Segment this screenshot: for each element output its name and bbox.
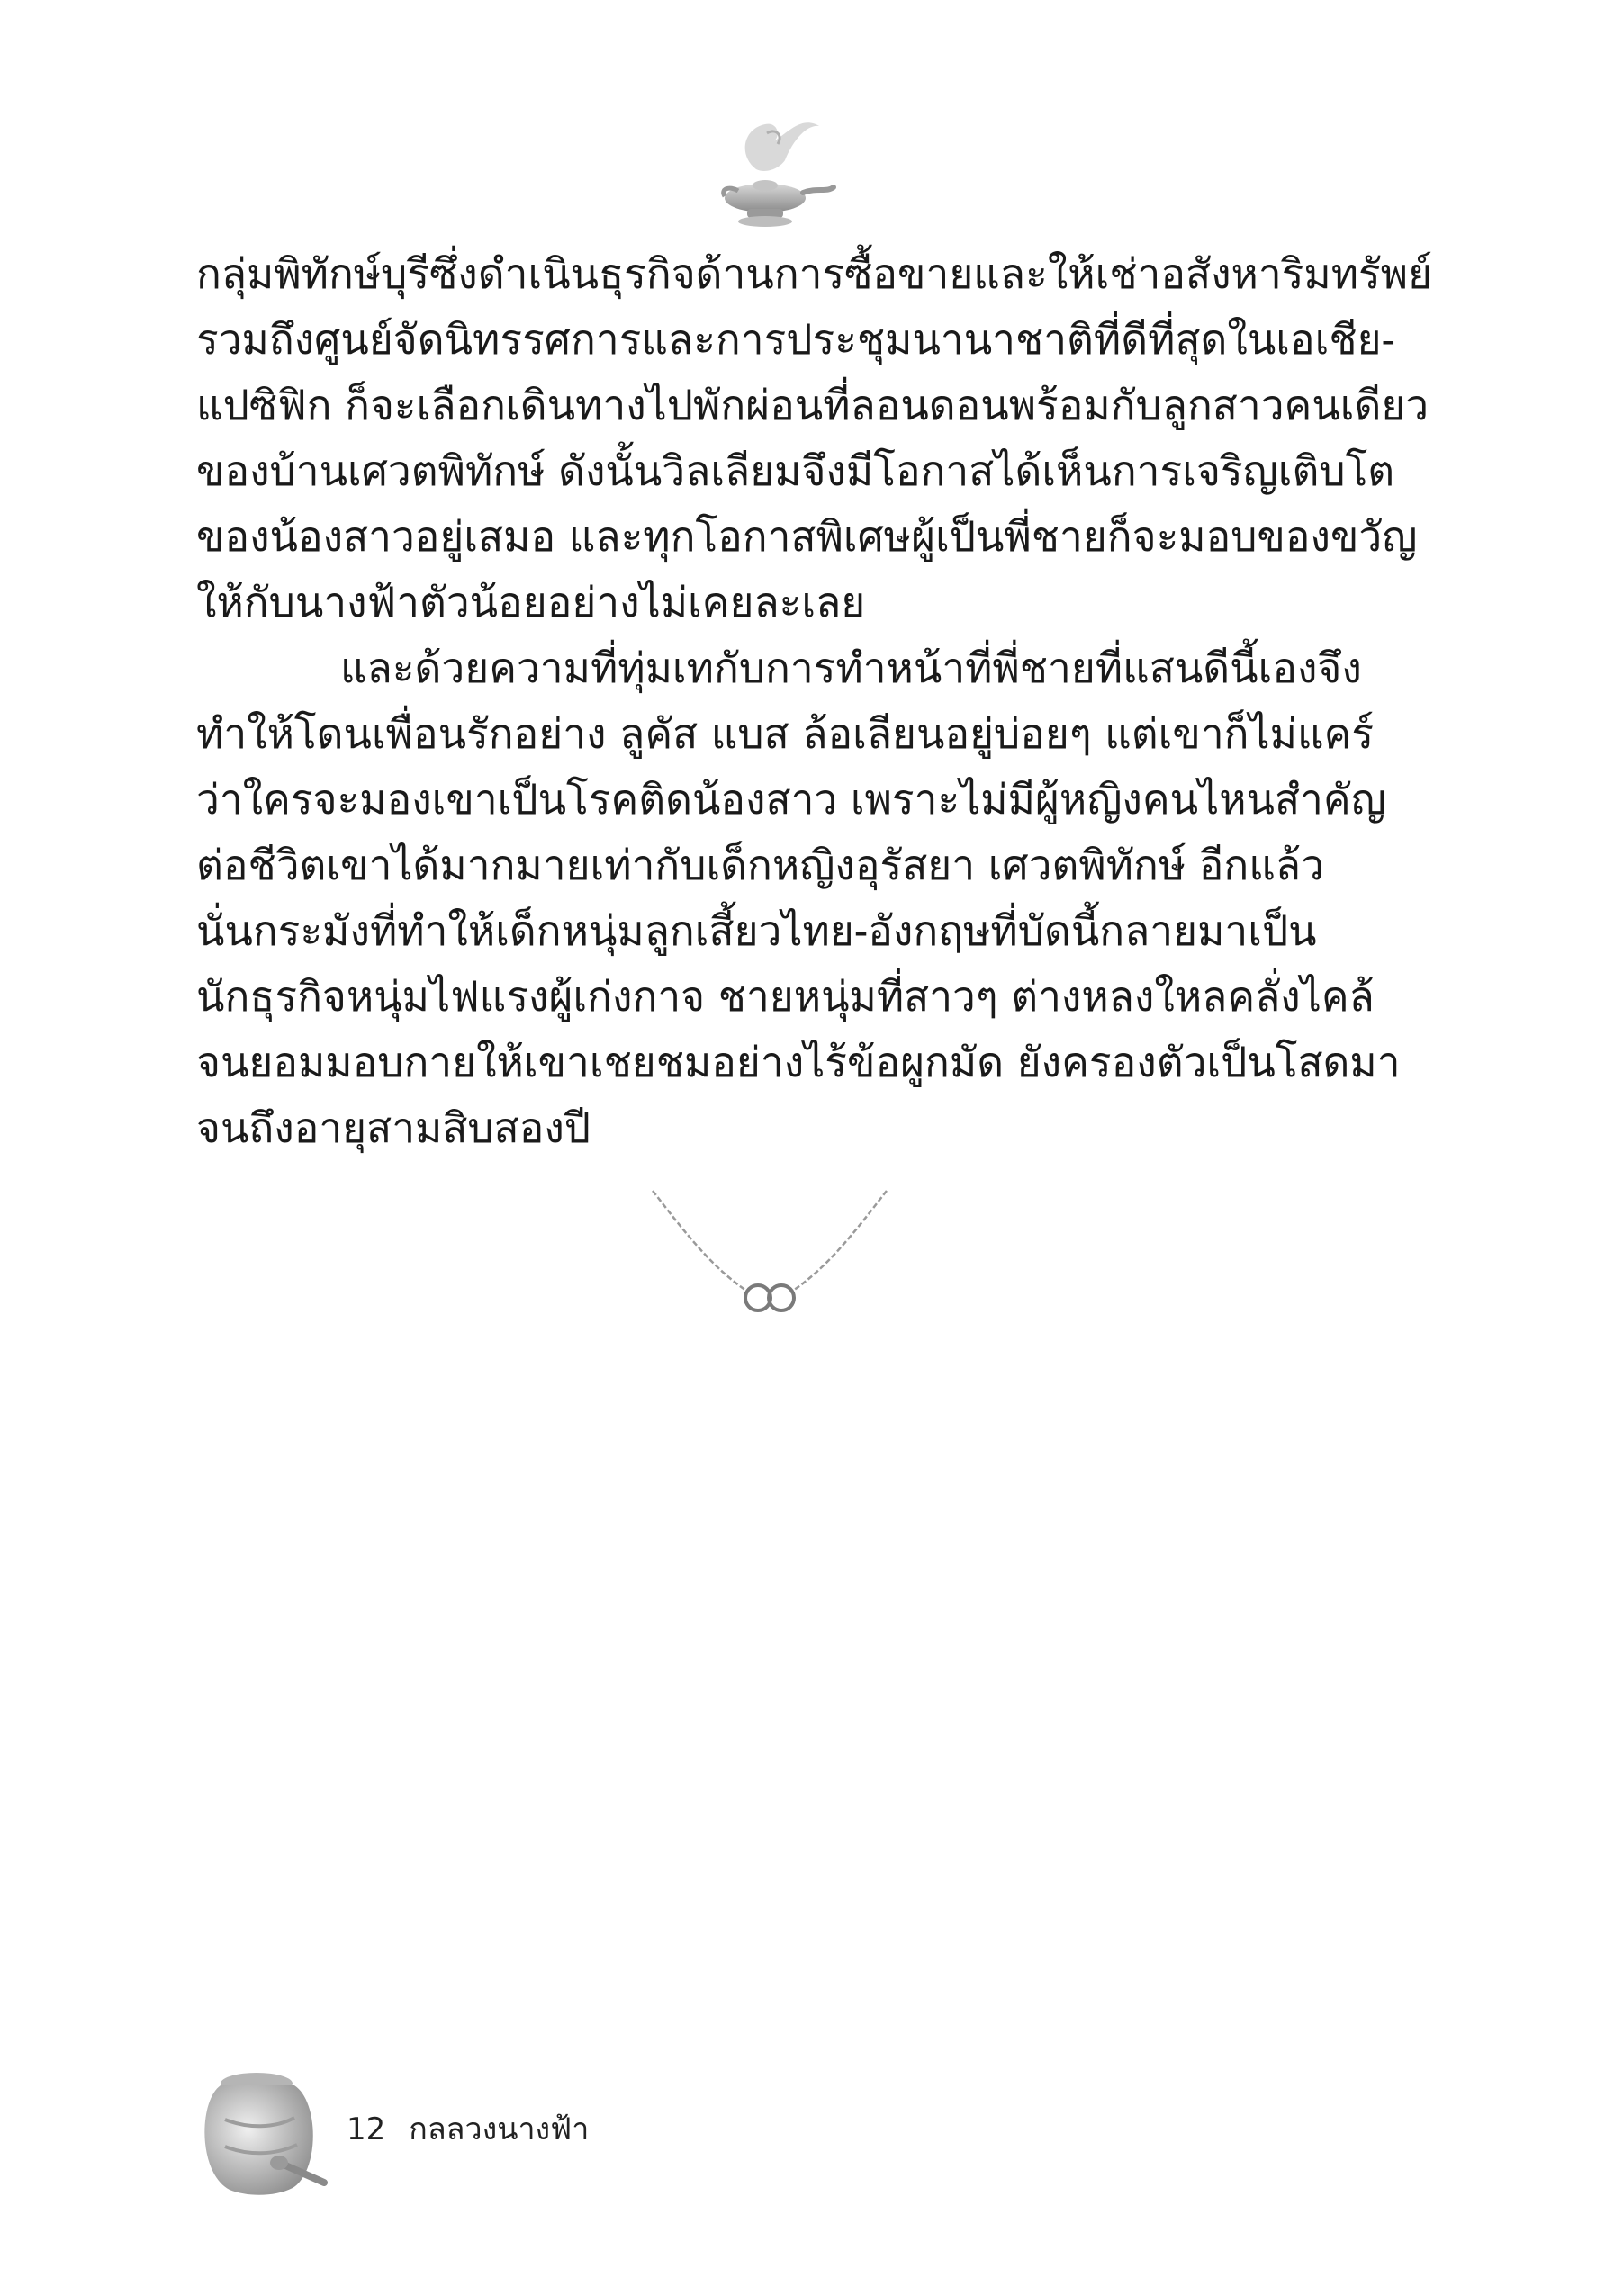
text-line: แปซิฟิก ก็จะเลือกเดินทางไปพักผ่อนที่ลอนดอนพร้อมกับลูกสาวคนเดียว	[196, 381, 1429, 429]
paragraph-1	[196, 241, 1433, 635]
linked-rings-necklace-icon	[648, 1186, 891, 1321]
story-body	[196, 241, 1433, 1161]
text-line: ให้กับนางฟ้าตัวน้อยอย่างไม่เคยละเลย	[196, 578, 866, 626]
text-line: รวมถึงศูนย์จัดนิทรรศการและการประชุมนานาชาติที่ดีที่สุดในเอเชีย-	[196, 315, 1396, 364]
text-line: นั่นกระมังที่ทำให้เด็กหนุ่มลูกเสี้ยวไทย-อังกฤษที่บัดนี้กลายมาเป็น	[196, 906, 1317, 955]
honey-pot-icon	[194, 2066, 329, 2201]
page-footer	[347, 2104, 589, 2153]
text-line: ต่อชีวิตเขาได้มากมายเท่ากับเด็กหญิงอุรัสยา เศวตพิทักษ์ อีกแล้ว	[196, 841, 1324, 889]
text-line: ทำให้โดนเพื่อนรักอย่าง ลูคัส แบส ล้อเลียนอยู่บ่อยๆ แต่เขาก็ไม่แคร์	[196, 709, 1375, 758]
magic-lamp-icon	[702, 106, 837, 232]
page-number: 12	[347, 2111, 386, 2147]
text-line: จนถึงอายุสามสิบสองปี	[196, 1103, 591, 1152]
text-line: กลุ่มพิทักษ์บุรีซึ่งดำเนินธุรกิจด้านการซื้อขายและให้เช่าอสังหาริมทรัพย์	[196, 249, 1433, 298]
text-line: ของบ้านเศวตพิทักษ์ ดังนั้นวิลเลียมจึงมีโอกาสได้เห็นการเจริญเติบโต	[196, 446, 1395, 495]
text-line: ของน้องสาวอยู่เสมอ และทุกโอกาสพิเศษผู้เป็นพี่ชายก็จะมอบของขวัญ	[196, 512, 1418, 561]
text-line: นักธุรกิจหนุ่มไฟแรงผู้เก่งกาจ ชายหนุ่มที่สาวๆ ต่างหลงใหลคลั่งไคล้	[196, 972, 1375, 1021]
paragraph-2	[196, 635, 1401, 1161]
text-line: ว่าใครจะมองเขาเป็นโรคติดน้องสาว เพราะไม่มีผู้หญิงคนไหนสำคัญ	[196, 775, 1386, 824]
text-line: จนยอมมอบกายให้เขาเชยชมอย่างไร้ข้อผูกมัด ยังครองตัวเป็นโสดมา	[196, 1038, 1401, 1086]
text-line: และด้วยความที่ทุ่มเทกับการทำหน้าที่พี่ชายที่แสนดีนี้เองจึง	[340, 644, 1362, 692]
book-title: กลลวงนางฟ้า	[409, 2111, 590, 2147]
